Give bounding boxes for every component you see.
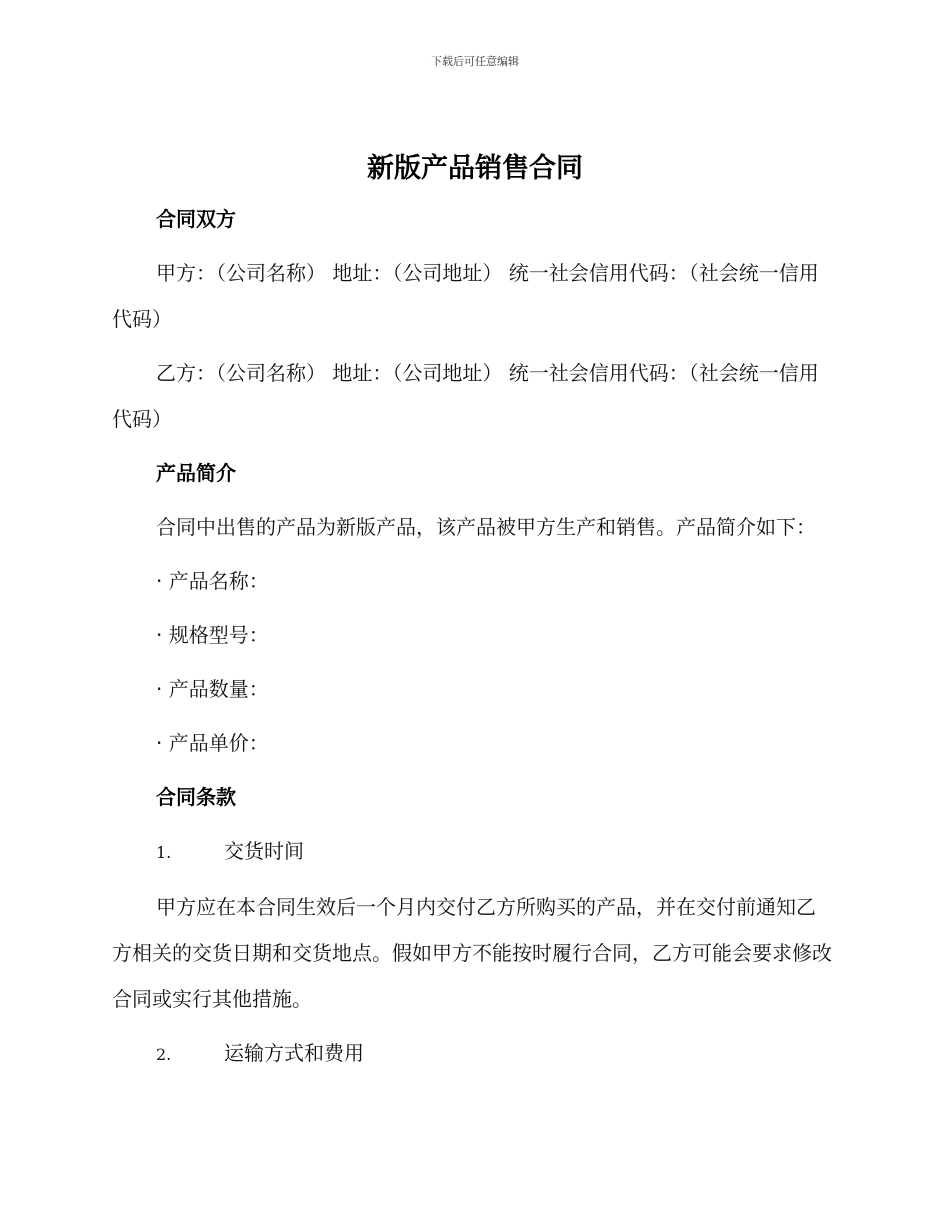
term-item-1-title: 交货时间	[224, 839, 304, 863]
product-quantity-item: · 产品数量：	[156, 677, 269, 701]
product-intro-paragraph: 合同中出售的产品为新版产品，该产品被甲方生产和销售。产品简介如下：	[156, 515, 816, 539]
term-item-2-title: 运输方式和费用	[224, 1041, 364, 1065]
section-heading-parties: 合同双方	[156, 207, 236, 231]
section-heading-product-intro: 产品简介	[156, 461, 236, 485]
document-body	[112, 196, 832, 1086]
term-item-2	[112, 1030, 832, 1078]
term-item-1	[112, 828, 832, 876]
section-heading-terms: 合同条款	[156, 785, 236, 809]
party-b-paragraph: 乙方：（公司名称） 地址：（公司地址） 统一社会信用代码：（社会统一信用代码）	[112, 361, 819, 431]
document-title: 新版产品销售合同	[367, 153, 583, 184]
product-spec-item: · 规格型号：	[156, 623, 269, 647]
header-note: 下载后可任意编辑	[431, 55, 519, 68]
term-item-2-number: 2.	[156, 1045, 172, 1064]
product-price-item: · 产品单价：	[156, 731, 269, 755]
product-name-item: · 产品名称：	[156, 569, 269, 593]
party-a-paragraph: 甲方：（公司名称） 地址：（公司地址） 统一社会信用代码：（社会统一信用代码）	[112, 261, 819, 331]
term-item-1-number: 1.	[156, 843, 172, 862]
term-item-1-body: 甲方应在本合同生效后一个月内交付乙方所购买的产品，并在交付前通知乙方相关的交货日期和交货地点。假如甲方不能按时履行合同，乙方可能会要求修改合同或实行其他措施。	[112, 895, 832, 1011]
